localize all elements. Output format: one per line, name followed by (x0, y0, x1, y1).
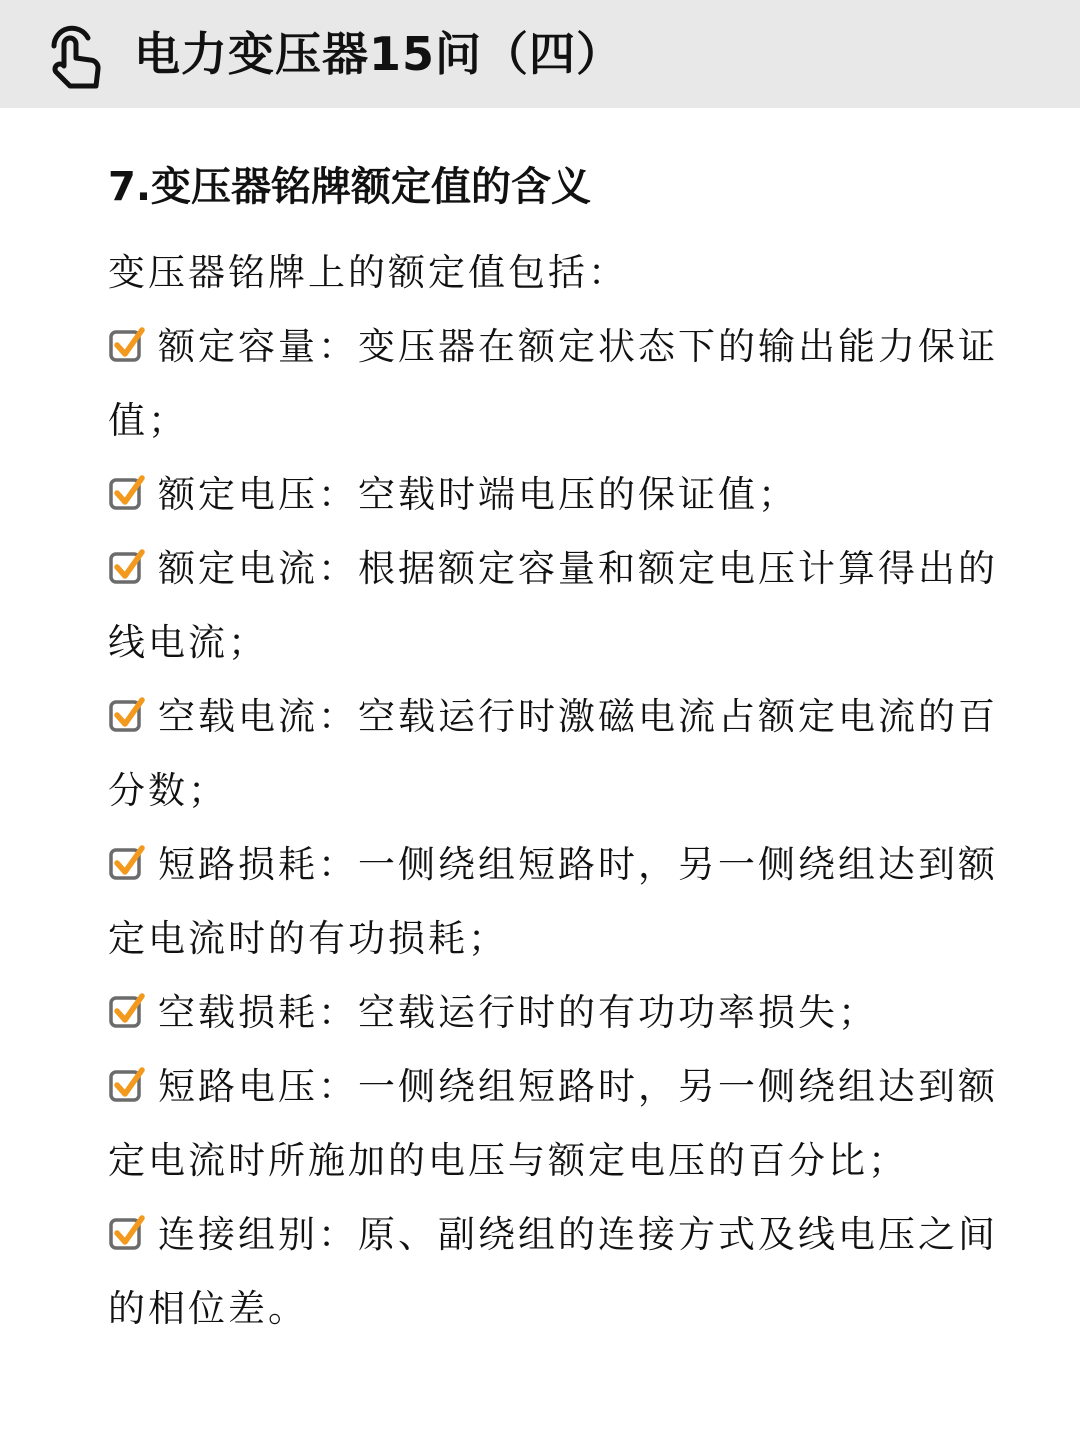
item-desc: 空载运行时激磁电流占额定电流的百分数； (108, 695, 998, 812)
header-bar (0, 0, 1080, 108)
item-desc: 一侧绕组短路时，另一侧绕组达到额定电流时所施加的电压与额定电压的百分比； (108, 1065, 998, 1182)
list-item (108, 828, 1008, 976)
item-term: 额定电压： (158, 473, 358, 516)
tap-hand-icon (44, 20, 110, 90)
intro-text: 变压器铭牌上的额定值包括： (108, 251, 628, 294)
item-desc: 空载运行时的有功功率损失； (358, 991, 878, 1034)
item-term: 额定容量： (158, 325, 358, 368)
item-term: 空载损耗： (158, 991, 358, 1034)
list-item (108, 1050, 1008, 1198)
item-desc: 一侧绕组短路时，另一侧绕组达到额定电流时的有功损耗； (108, 843, 998, 960)
checkbox-checked-icon (108, 1214, 146, 1252)
checkbox-checked-icon (108, 474, 146, 512)
checkbox-checked-icon (108, 1066, 146, 1104)
item-desc: 变压器在额定状态下的输出能力保证值； (108, 325, 998, 442)
checkbox-checked-icon (108, 844, 146, 882)
section-heading: 7.变压器铭牌额定值的含义 (108, 164, 592, 210)
list-item (108, 680, 1008, 828)
item-term: 短路损耗： (158, 843, 358, 886)
list-item (108, 458, 1008, 532)
checkbox-checked-icon (108, 992, 146, 1030)
item-term: 连接组别： (158, 1213, 358, 1256)
checkbox-checked-icon (108, 326, 146, 364)
checkbox-checked-icon (108, 696, 146, 734)
list-item (108, 976, 1008, 1050)
article-body (108, 152, 1008, 1346)
item-term: 空载电流： (158, 695, 358, 738)
page-title: 电力变压器15问（四） (134, 27, 624, 81)
list-item (108, 310, 1008, 458)
item-desc: 根据额定容量和额定电压计算得出的线电流； (108, 547, 998, 664)
item-desc: 空载时端电压的保证值； (358, 473, 798, 516)
item-term: 额定电流： (158, 547, 358, 590)
list-item (108, 532, 1008, 680)
item-desc: 原、副绕组的连接方式及线电压之间的相位差。 (108, 1213, 998, 1330)
item-term: 短路电压： (158, 1065, 358, 1108)
checkbox-checked-icon (108, 548, 146, 586)
list-item (108, 1198, 1008, 1346)
